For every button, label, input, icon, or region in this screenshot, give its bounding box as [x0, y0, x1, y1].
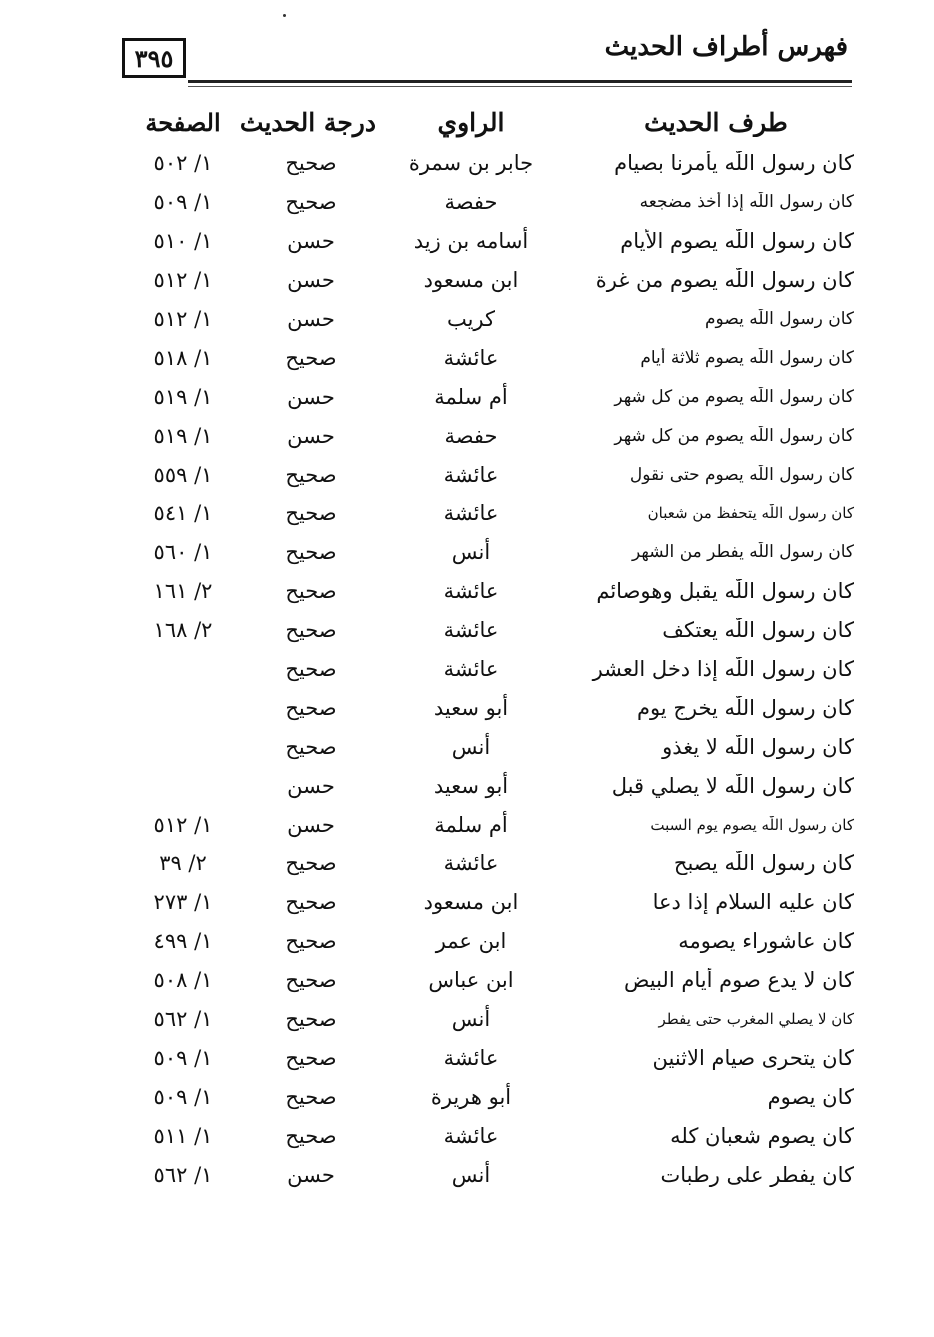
column-header-page: الصفحة: [145, 107, 221, 137]
page-ref-cell: ١/ ٥٦٢: [153, 1007, 213, 1032]
table-row: [120, 222, 866, 261]
narrator-cell: عائشة: [443, 851, 499, 876]
grade-cell: صحيح: [285, 501, 337, 526]
column-header-hadith: طرف الحديث: [644, 107, 788, 137]
hadith-cell: كان رسول اللّٰه يقبل وهوصائم: [596, 579, 854, 604]
hadith-cell: كان رسول اللّٰه يصوم ثلاثة أيام: [640, 347, 854, 368]
hadith-index-table: [120, 100, 866, 1194]
page-ref-cell: ١/ ٤٩٩: [153, 929, 213, 954]
narrator-cell: ابن مسعود: [423, 890, 519, 915]
grade-cell: صحيح: [285, 579, 337, 604]
table-row: [120, 533, 866, 572]
hadith-cell: كان رسول اللّٰه يصوم من كل شهر: [614, 425, 854, 446]
grade-cell: صحيح: [285, 462, 337, 487]
hadith-cell: كان لا يدع صوم أيام البيض: [624, 968, 854, 993]
page-ref-cell: ١/ ٥٠٩: [153, 1045, 213, 1070]
narrator-cell: أنس: [451, 734, 491, 759]
table-row: [120, 688, 866, 727]
narrator-cell: عائشة: [443, 501, 499, 526]
narrator-cell: عائشة: [443, 618, 499, 643]
table-row: [120, 261, 866, 300]
hadith-cell: كان رسول اللّٰه إذا دخل العشر: [592, 657, 854, 682]
hadith-cell: كان يصوم: [767, 1084, 854, 1109]
page-ref-cell: ١/ ٥٠٢: [153, 151, 213, 176]
header-rule-thin: [188, 86, 852, 87]
page-ref-cell: ١/ ٥١٩: [153, 423, 213, 448]
table-row: [120, 416, 866, 455]
page-ref-cell: ٢/ ١٦٨: [153, 618, 213, 643]
page-ref-cell: ١/ ٥٦٢: [153, 1162, 213, 1187]
narrator-cell: أنس: [451, 1007, 491, 1032]
grade-cell: حسن: [287, 307, 335, 331]
page-ref-cell: ١/ ٥١١: [153, 1123, 213, 1148]
hadith-cell: كان رسول اللّٰه يصوم من غرة: [595, 268, 854, 293]
page-ref-cell: ١/ ٥١٢: [153, 307, 213, 331]
grade-cell: صحيح: [285, 657, 337, 682]
grade-cell: حسن: [287, 423, 335, 448]
grade-cell: صحيح: [285, 190, 337, 215]
narrator-cell: أسامه بن زيد: [413, 229, 529, 254]
column-header-narrator: الراوي: [437, 107, 505, 137]
grade-cell: صحيح: [285, 151, 337, 176]
page-ref-cell: ١/ ٥٠٩: [153, 190, 213, 215]
grade-cell: صحيح: [285, 890, 337, 915]
narrator-cell: عائشة: [443, 657, 499, 682]
narrator-cell: عائشة: [443, 345, 499, 370]
grade-cell: صحيح: [285, 1123, 337, 1148]
grade-cell: صحيح: [285, 929, 337, 954]
table-row: [120, 1077, 866, 1116]
narrator-cell: أم سلمة: [434, 812, 508, 837]
page-ref-cell: ١/ ٥٥٩: [153, 462, 213, 487]
narrator-cell: عائشة: [443, 579, 499, 604]
table-body: [120, 144, 866, 1194]
narrator-cell: أبو هريرة: [430, 1084, 512, 1109]
narrator-cell: عائشة: [443, 462, 499, 487]
hadith-cell: كان يتحرى صيام الاثنين: [652, 1045, 854, 1070]
grade-cell: صحيح: [285, 851, 337, 876]
page-number: ٣٩٥: [122, 38, 186, 78]
table-row: [120, 922, 866, 961]
narrator-cell: كريب: [446, 307, 496, 331]
narrator-cell: عائشة: [443, 1045, 499, 1070]
table-row: [120, 1000, 866, 1039]
header-rule: [188, 80, 852, 83]
hadith-cell: كان رسول اللّٰه يصوم من كل شهر: [614, 386, 854, 407]
narrator-cell: حفصة: [444, 190, 498, 215]
narrator-cell: أنس: [451, 1162, 491, 1187]
grade-cell: صحيح: [285, 734, 337, 759]
hadith-cell: كان رسول اللّٰه يخرج يوم: [636, 695, 854, 720]
page-header: [118, 28, 848, 90]
hadith-cell: كان يفطر على رطبات: [660, 1162, 854, 1187]
hadith-cell: كان رسول اللّٰه يتحفظ من شعبان: [647, 504, 854, 523]
page-ref-cell: ١/ ٥١٨: [153, 345, 213, 370]
page-ref-cell: ١/ ٥١٢: [153, 812, 213, 837]
ink-speck: [283, 14, 286, 17]
table-row: [120, 1116, 866, 1155]
page-ref-cell: ١/ ٥١٩: [153, 384, 213, 409]
hadith-cell: كان رسول اللّٰه إذا أخذ مضجعه: [639, 192, 854, 213]
grade-cell: حسن: [287, 773, 335, 798]
table-row: [120, 961, 866, 1000]
page-ref-cell: ١/ ٢٧٣: [153, 890, 213, 915]
grade-cell: صحيح: [285, 695, 337, 720]
narrator-cell: حفصة: [444, 423, 498, 448]
narrator-cell: أم سلمة: [434, 384, 508, 409]
table-row: [120, 844, 866, 883]
table-row: [120, 300, 866, 339]
narrator-cell: ابن مسعود: [423, 268, 519, 293]
hadith-cell: كان يصوم شعبان كله: [670, 1123, 854, 1148]
table-row: [120, 144, 866, 183]
hadith-cell: كان رسول اللّٰه لا يغذو: [662, 734, 854, 759]
page-ref-cell: ١/ ٥٦٠: [153, 540, 213, 565]
page-ref-cell: ١/ ٥١٢: [153, 268, 213, 293]
table-row: [120, 572, 866, 611]
running-title: فهرس أطراف الحديث: [604, 32, 848, 62]
table-row: [120, 1038, 866, 1077]
narrator-cell: ابن عمر: [435, 929, 507, 954]
grade-cell: حسن: [287, 1162, 335, 1187]
table-row: [120, 183, 866, 222]
hadith-cell: كان رسول اللّٰه يعتكف: [662, 618, 854, 643]
hadith-cell: كان رسول اللّٰه يصوم الأيام: [620, 229, 854, 254]
grade-cell: حسن: [287, 384, 335, 409]
table-row: [120, 455, 866, 494]
narrator-cell: أنس: [451, 540, 491, 565]
hadith-cell: كان رسول اللّٰه يصبح: [673, 851, 854, 876]
page-ref-cell: ١/ ٥٤١: [153, 501, 213, 526]
hadith-cell: كان رسول اللّٰه يصوم: [705, 309, 854, 329]
narrator-cell: جابر بن سمرة: [408, 151, 534, 176]
table-row: [120, 377, 866, 416]
hadith-cell: كان رسول اللّٰه يفطر من الشهر: [632, 542, 854, 563]
page-ref-cell: ٢/ ١٦١: [153, 579, 213, 604]
page-ref-cell: ١/ ٥١٠: [153, 229, 213, 254]
column-header-grade: درجة الحديث: [239, 107, 376, 137]
hadith-cell: كان رسول اللّٰه يصوم حتى نقول: [629, 464, 854, 485]
table-row: [120, 727, 866, 766]
hadith-cell: كان لا يصلي المغرب حتى يفطر: [658, 1010, 854, 1029]
page-ref-cell: ١/ ٥٠٨: [153, 968, 213, 993]
hadith-cell: كان عليه السلام إذا دعا: [652, 890, 854, 915]
grade-cell: صحيح: [285, 540, 337, 565]
grade-cell: صحيح: [285, 968, 337, 993]
hadith-cell: كان رسول اللّٰه يصوم يوم السبت: [650, 815, 854, 834]
table-row: [120, 1155, 866, 1194]
grade-cell: صحيح: [285, 345, 337, 370]
table-header-row: [120, 100, 866, 144]
table-row: [120, 883, 866, 922]
hadith-cell: كان عاشوراء يصومه: [678, 929, 854, 954]
narrator-cell: عائشة: [443, 1123, 499, 1148]
page-ref-cell: ٢/ ٣٩: [159, 851, 207, 876]
grade-cell: صحيح: [285, 1084, 337, 1109]
table-row: [120, 338, 866, 377]
hadith-cell: كان رسول اللّٰه لا يصلي قبل: [611, 773, 854, 798]
hadith-cell: كان رسول اللّٰه يأمرنا بصيام: [614, 151, 854, 176]
narrator-cell: أبو سعيد: [433, 773, 509, 798]
table-row: [120, 805, 866, 844]
table-row: [120, 766, 866, 805]
table-row: [120, 494, 866, 533]
narrator-cell: أبو سعيد: [433, 695, 509, 720]
grade-cell: حسن: [287, 812, 335, 837]
grade-cell: صحيح: [285, 1045, 337, 1070]
grade-cell: حسن: [287, 268, 335, 293]
page-ref-cell: ١/ ٥٠٩: [153, 1084, 213, 1109]
narrator-cell: ابن عباس: [428, 968, 514, 993]
grade-cell: صحيح: [285, 1007, 337, 1032]
table-row: [120, 650, 866, 689]
grade-cell: حسن: [287, 229, 335, 254]
table-row: [120, 611, 866, 650]
grade-cell: صحيح: [285, 618, 337, 643]
